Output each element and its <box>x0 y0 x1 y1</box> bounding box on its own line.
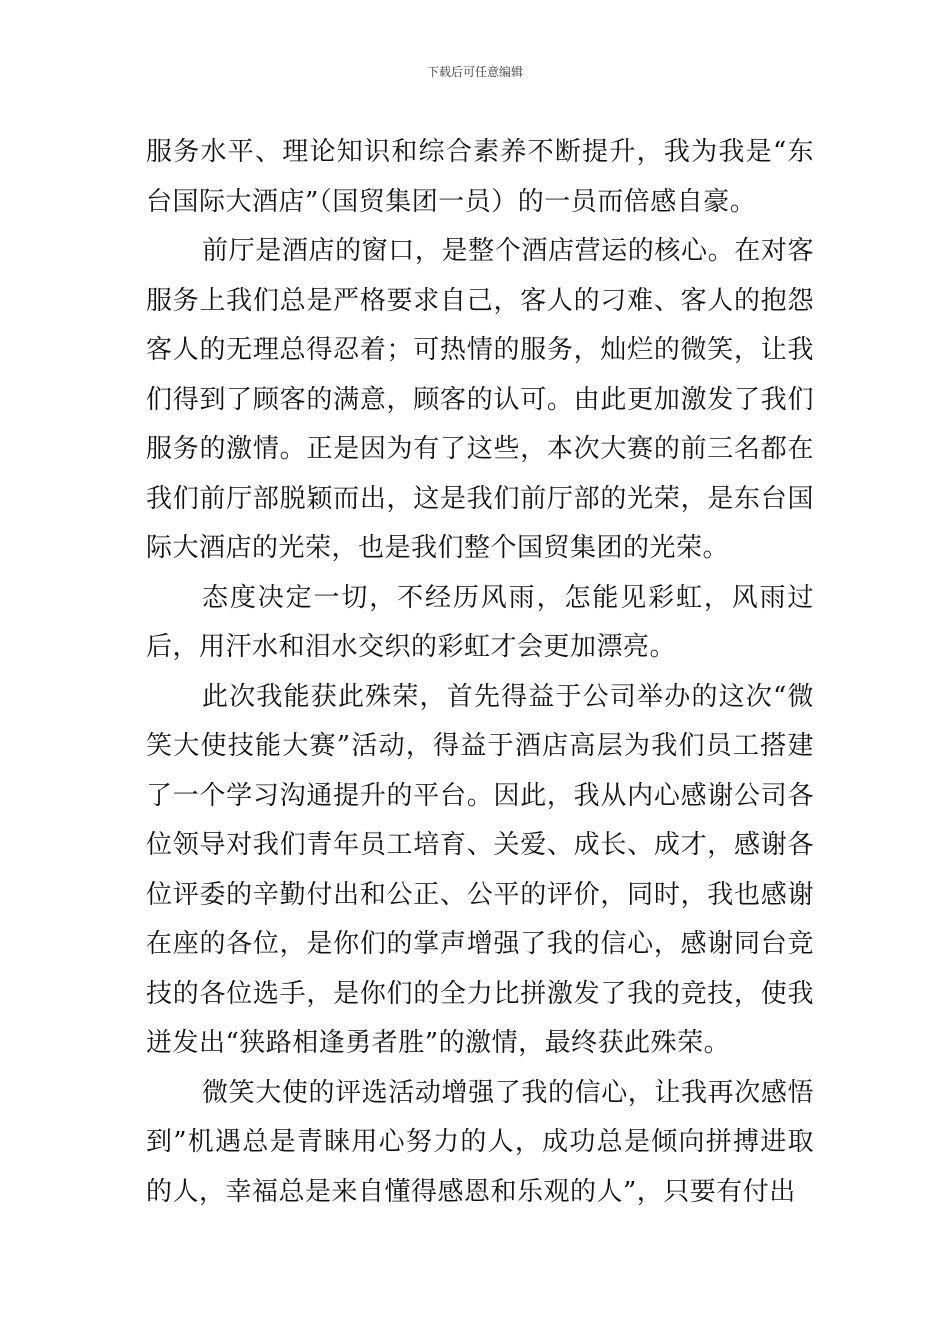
paragraph-5: 微笑大使的评选活动增强了我的信心，让我再次感悟到”机遇总是青睐用心努力的人，成功总是倾向拼搏进取的人，幸福总是来自懂得感恩和乐观的人”，只要有付出 <box>146 1077 814 1207</box>
paragraph-2: 前厅是酒店的窗口，是整个酒店营运的核心。在对客服务上我们总是严格要求自己，客人的刁难、客人的抱怨客人的无理总得忍着；可热情的服务，灿烂的微笑，让我们得到了顾客的满意，顾客的认可。由此更加激发了我们服务的激情。正是因为有了这些，本次大赛的前三名都在我们前厅部脱颖而出，这是我们前厅部的光荣，是东台国际大酒店的光荣，也是我们整个国贸集团的光荣。 <box>146 236 814 563</box>
paragraph-3: 态度决定一切，不经历风雨，怎能见彩虹，风雨过后，用汗水和泪水交织的彩虹才会更加漂亮。 <box>146 582 814 662</box>
document-body <box>146 128 814 1217</box>
header-note: 下载后可任意编辑 <box>426 65 523 79</box>
paragraph-1: 服务水平、理论知识和综合素养不断提升，我为我是“东台国际大酒店”（国贸集团一员）的一员而倍感自豪。 <box>146 137 814 217</box>
paragraph-4: 此次我能获此殊荣，首先得益于公司举办的这次“微笑大使技能大赛”活动，得益于酒店高层为我们员工搭建了一个学习沟通提升的平台。因此，我从内心感谢公司各位领导对我们青年员工培育、关爱、成长、成才，感谢各位评委的辛勤付出和公正、公平的评价，同时，我也感谢在座的各位，是你们的掌声增强了我的信心，感谢同台竞技的各位选手，是你们的全力比拼激发了我的竞技，使我迸发出“狭路相逢勇者胜”的激情，最终获此殊荣。 <box>146 681 814 1058</box>
